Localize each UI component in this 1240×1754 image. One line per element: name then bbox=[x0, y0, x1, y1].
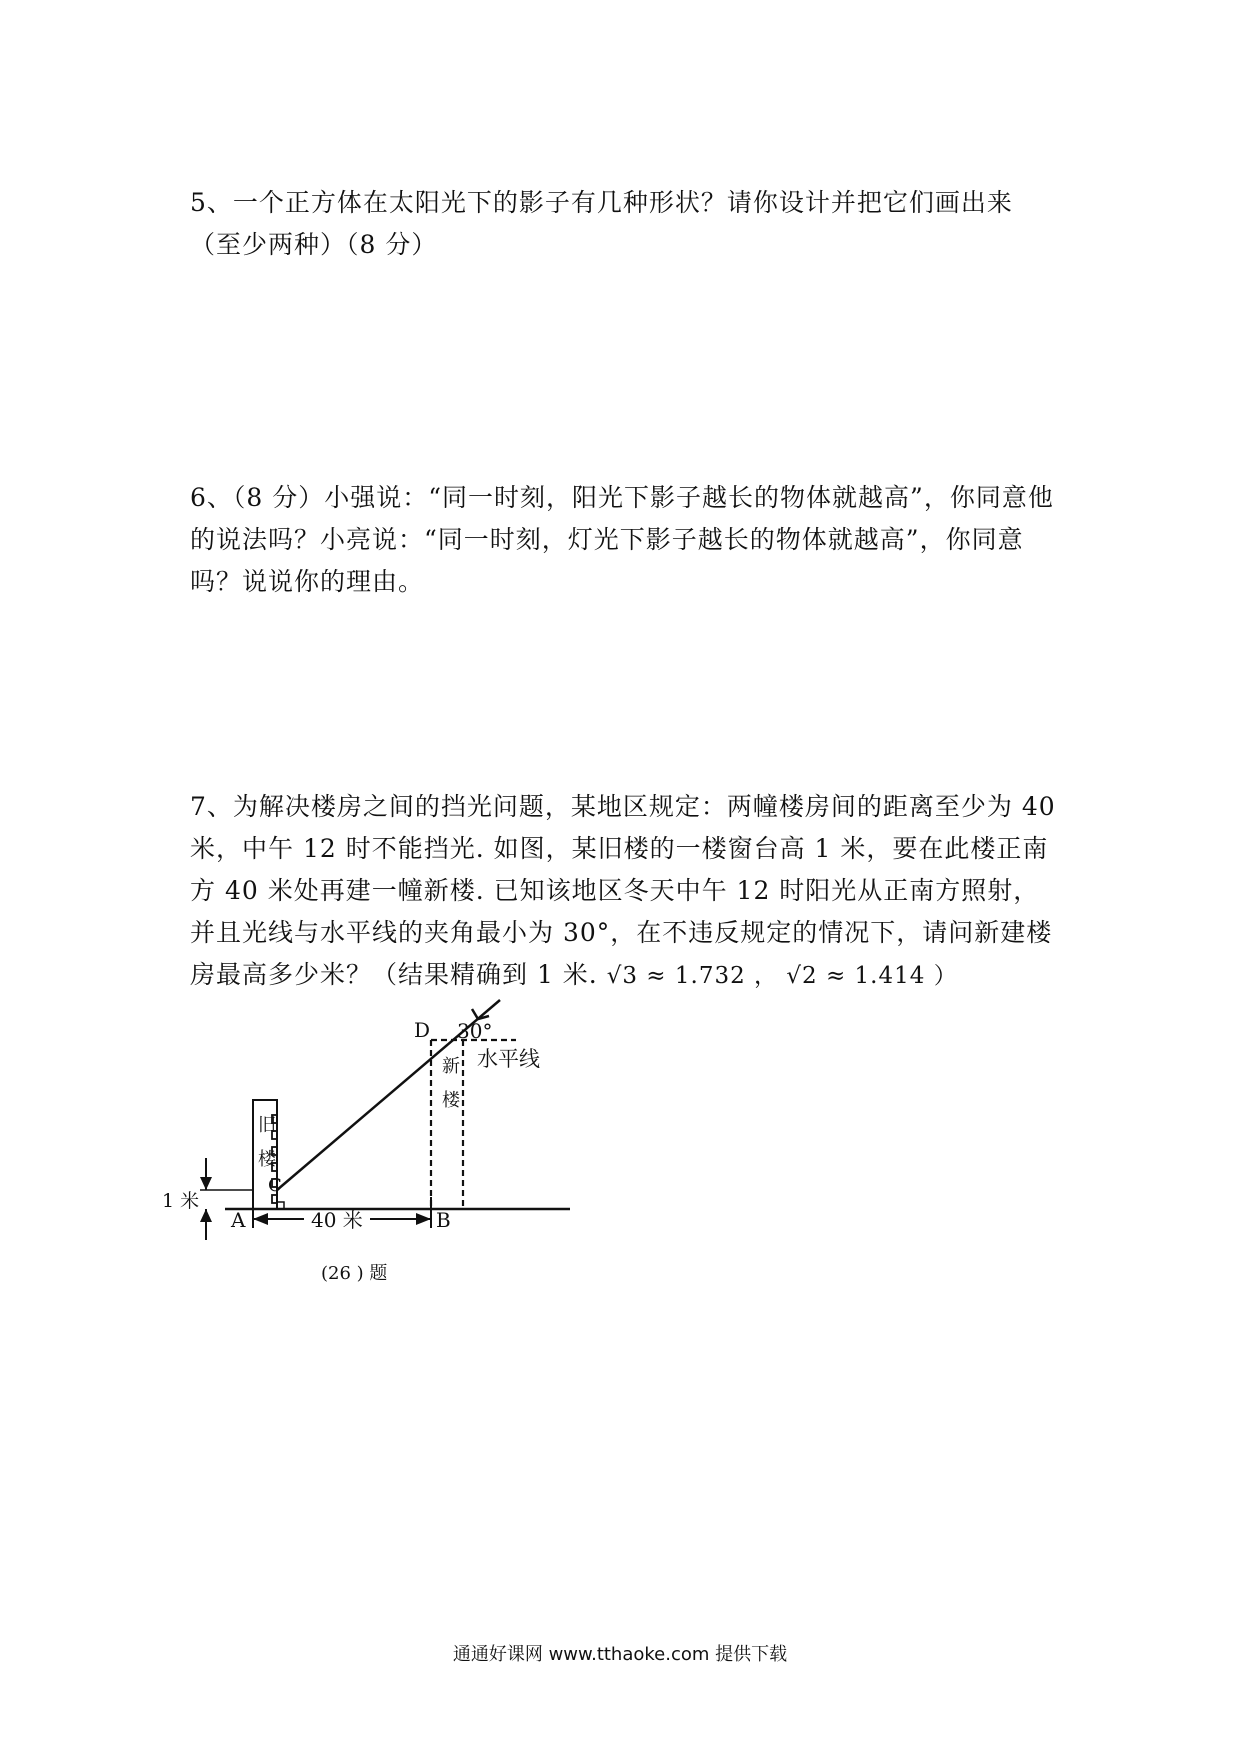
distance-arrow-right-head bbox=[416, 1213, 431, 1225]
height-arrow-bottom-head bbox=[200, 1209, 212, 1222]
label-A: A bbox=[231, 1208, 246, 1232]
question-6 bbox=[190, 477, 1060, 603]
figure-caption: (26 ) 题 bbox=[321, 1263, 388, 1284]
old-building-label-2: 楼 bbox=[258, 1149, 276, 1170]
question-6-text: 6、（8 分）小强说：“同一时刻，阳光下影子越长的物体就越高”，你同意他的说法吗？小亮说：“同一时刻，灯光下影子越长的物体就越高”，你同意吗？说说你的理由。 bbox=[190, 483, 1054, 596]
question-5 bbox=[190, 182, 1060, 266]
height-arrow-top-head bbox=[200, 1177, 212, 1190]
label-C: C bbox=[268, 1175, 282, 1196]
question-7 bbox=[190, 786, 1060, 997]
question-7-text: 7、为解决楼房之间的挡光问题，某地区规定：两幢楼房间的距离至少为 40 米，中午 12 时不能挡光. 如图，某旧楼的一楼窗台高 1 米，要在此楼正南方 40 米处再建一幢新楼. 已知该地区冬天中午 12 时阳光从正南方照射，并且光线与水平线的夹角最小为 30°，在不违反规定的情况下，请问新建楼房最高多少米？（结果精确到 1 米. bbox=[190, 792, 1056, 989]
question-7-math: √3 ≈ 1.732 ， √2 ≈ 1.414 ） bbox=[606, 963, 958, 989]
question-5-text: 5、一个正方体在太阳光下的影子有几种形状？请你设计并把它们画出来（至少两种）（8 分） bbox=[190, 188, 1013, 259]
label-D: D bbox=[414, 1018, 431, 1042]
label-B: B bbox=[436, 1208, 451, 1232]
distance-arrow-left-head bbox=[253, 1213, 268, 1225]
old-building-label-1: 旧 bbox=[258, 1115, 276, 1136]
distance-label: 40 米 bbox=[311, 1208, 363, 1232]
new-building-label-2: 楼 bbox=[442, 1090, 460, 1111]
new-building-label-1: 新 bbox=[442, 1056, 460, 1077]
footer-text: 通通好课网 www.tthaoke.com 提供下载 bbox=[452, 1644, 788, 1665]
building-shadow-figure bbox=[162, 1000, 620, 1300]
label-angle: 30° bbox=[457, 1019, 493, 1043]
height-label: 1 米 bbox=[162, 1190, 200, 1212]
label-horizontal-line: 水平线 bbox=[477, 1047, 540, 1071]
page-footer bbox=[0, 1640, 1240, 1666]
